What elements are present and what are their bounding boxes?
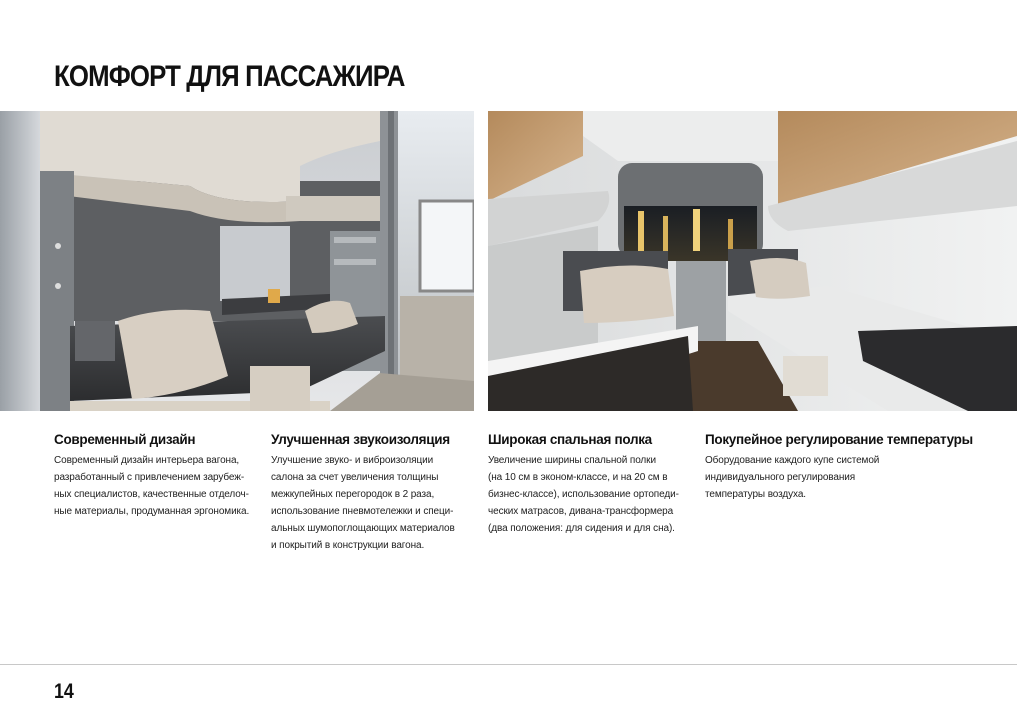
- feature-heading: Покупейное регулирование температуры: [705, 432, 973, 447]
- feature-text: Увеличение ширины спальной полки (на 10 см в эконом-классе, и на 20 см в бизнес-классе), использование ортопеди- ческих матрасов, дивана-трансформера (два положения: для сидения и для сна).: [488, 455, 679, 534]
- feature-wide-berth: [488, 431, 698, 537]
- photo-compartment-interior: [0, 111, 474, 411]
- page-title: КОМФОРТ ДЛЯ ПАССАЖИРА: [54, 60, 405, 93]
- feature-heading: Улучшенная звукоизоляция: [271, 432, 450, 447]
- feature-temperature-control: [705, 431, 973, 503]
- photo-sleeping-berths: [488, 111, 1017, 411]
- feature-sound-insulation: [271, 431, 481, 554]
- page-number: 14: [54, 680, 74, 703]
- feature-modern-design: [54, 431, 264, 520]
- feature-text: Современный дизайн интерьера вагона, разработанный с привлечением зарубеж- ных специалистов, качественные отделоч- ные материалы, продуманная эргономика.: [54, 455, 250, 517]
- feature-text: Оборудование каждого купе системой индивидуального регулирования температуры воздуха.: [705, 455, 880, 500]
- feature-heading: Широкая спальная полка: [488, 432, 652, 447]
- footer-divider: [0, 664, 1017, 665]
- feature-text: Улучшение звуко- и виброизоляции салона за счет увеличения толщины межкупейных перегородок в 2 раза, использование пневмотележки и специ- альных шумопоглощающих материалов и покрытий в конструкции вагона.: [271, 455, 455, 551]
- feature-heading: Современный дизайн: [54, 432, 196, 447]
